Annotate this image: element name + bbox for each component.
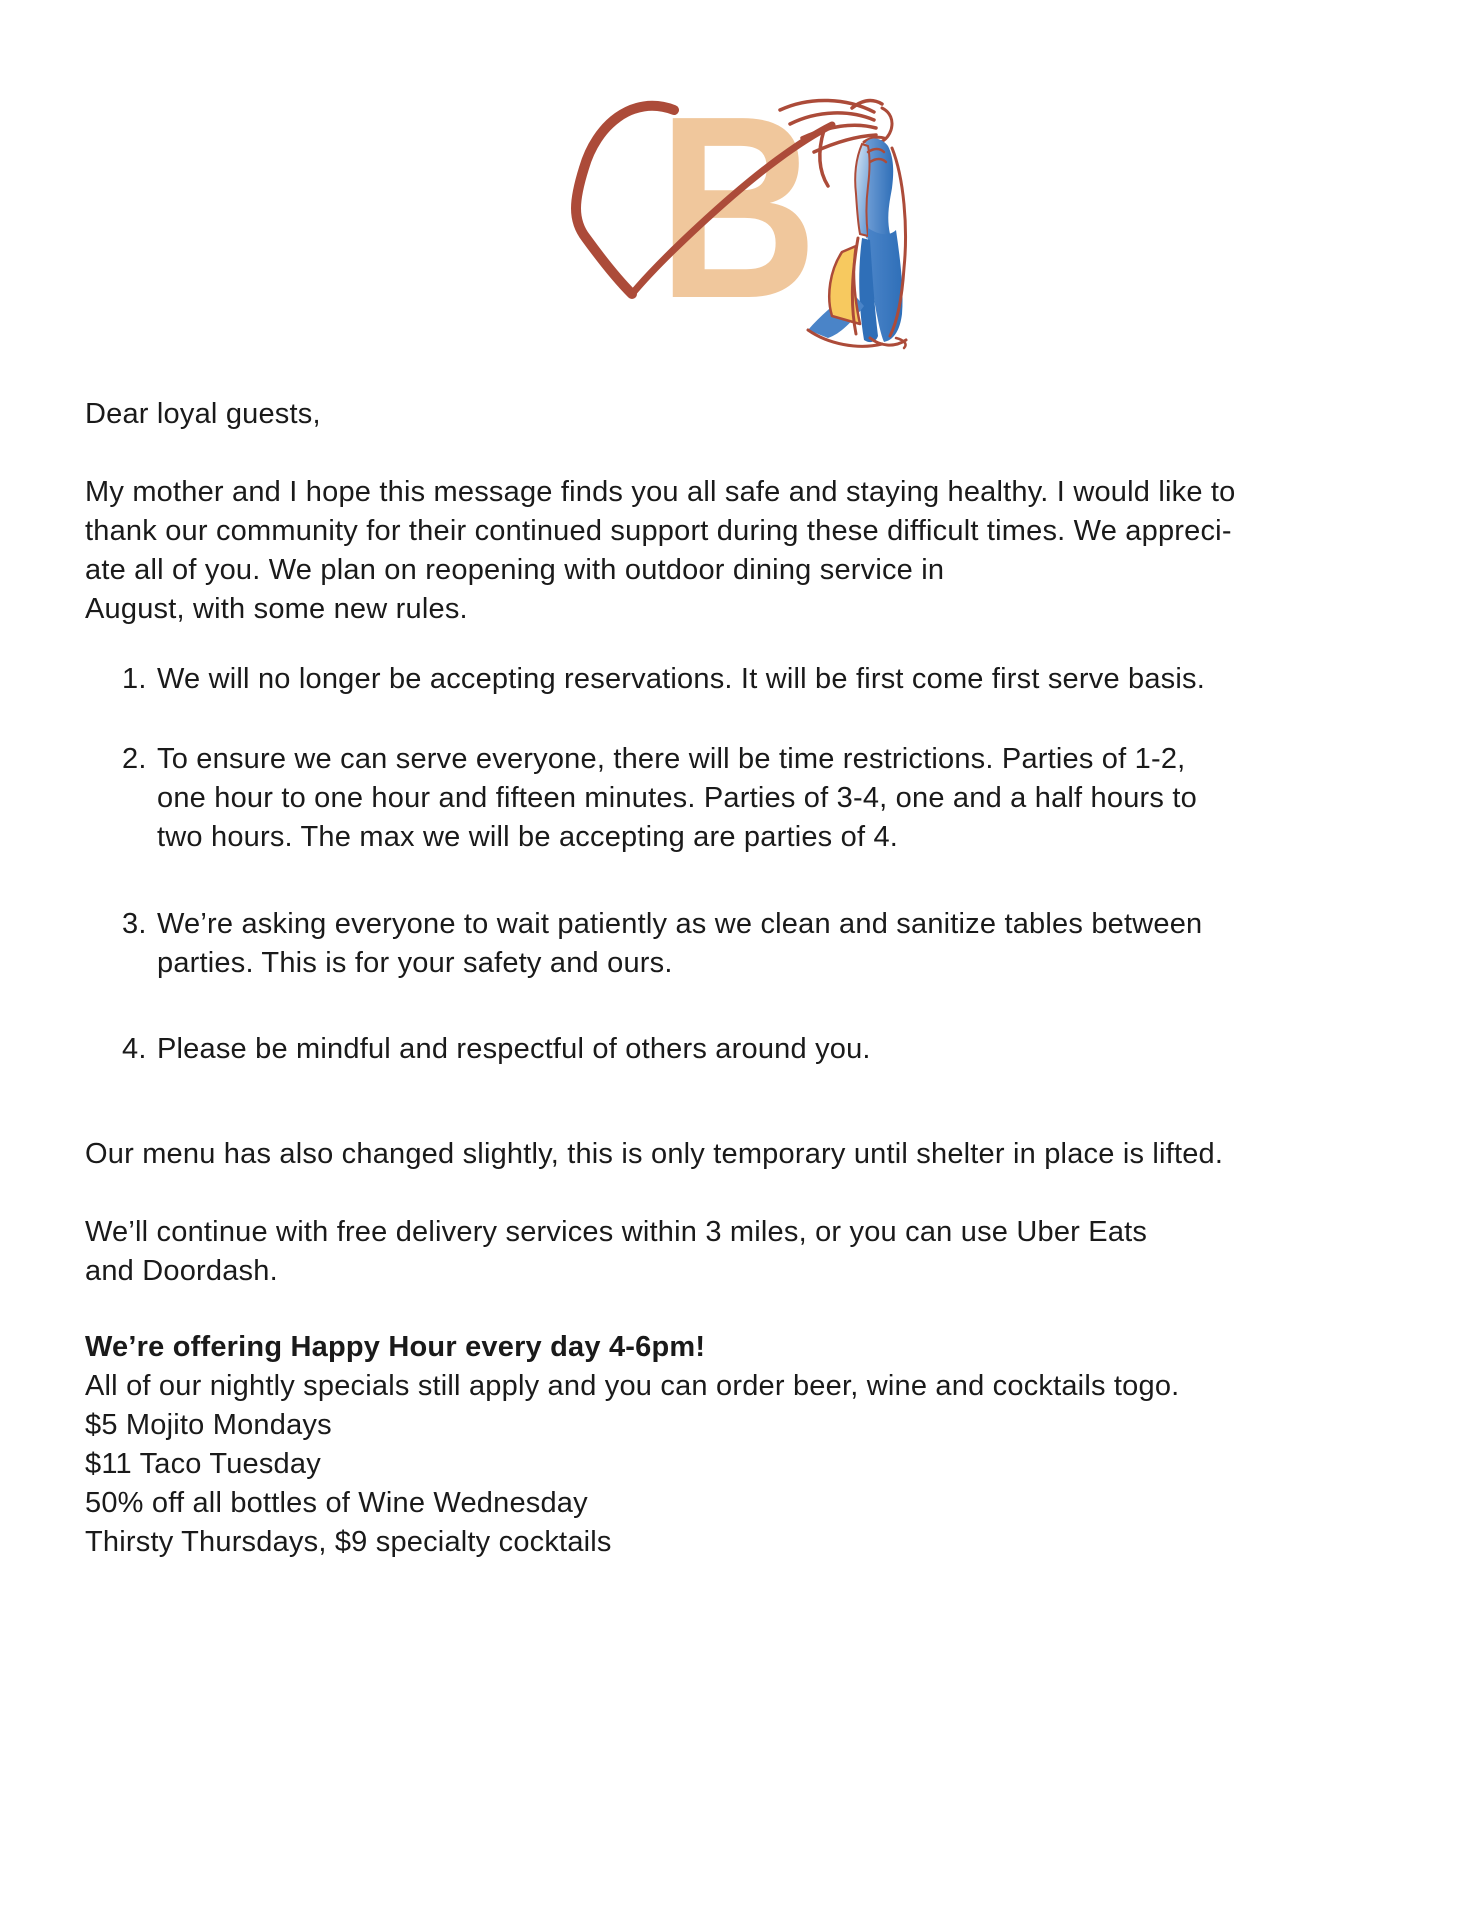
rule-line: We’re asking everyone to wait patiently as we clean and sanitize tables between (157, 908, 1203, 940)
vb-logo-graphic (552, 88, 922, 363)
intro-line: ate all of you. We plan on reopening with outdoor dining service in (85, 554, 945, 586)
menu-note-paragraph (85, 1135, 1392, 1174)
delivery-paragraph (85, 1213, 1392, 1291)
rule-number: 1. (122, 663, 147, 695)
rule-number: 3. (122, 908, 147, 940)
rule-line: To ensure we can serve everyone, there will be time restrictions. Parties of 1-2, (157, 743, 1186, 775)
rule-line: parties. This is for your safety and ours. (157, 947, 673, 979)
happy-hour-section (85, 1328, 1392, 1562)
happy-hour-heading: We’re offering Happy Hour every day 4-6pm! (85, 1331, 706, 1363)
rule-item-4 (85, 1030, 1392, 1069)
rule-number: 2. (122, 743, 147, 775)
restaurant-logo (552, 88, 922, 363)
happy-hour-line: $5 Mojito Mondays (85, 1409, 332, 1441)
menu-note-line: Our menu has also changed slightly, this is only temporary until shelter in place is lifted. (85, 1138, 1224, 1170)
happy-hour-line: All of our nightly specials still apply and you can order beer, wine and cocktails togo. (85, 1370, 1180, 1402)
intro-paragraph (85, 473, 1392, 629)
rule-line: Please be mindful and respectful of others around you. (157, 1033, 871, 1065)
happy-hour-line: Thirsty Thursdays, $9 specialty cocktails (85, 1526, 612, 1558)
rule-line: one hour to one hour and fifteen minutes. Parties of 3-4, one and a half hours to (157, 782, 1197, 814)
rule-line: We will no longer be accepting reservations. It will be first come first serve basis. (157, 663, 1205, 695)
intro-line: thank our community for their continued support during these difficult times. We appreci- (85, 515, 1232, 547)
greeting-line: Dear loyal guests, (85, 398, 321, 430)
happy-hour-line: 50% off all bottles of Wine Wednesday (85, 1487, 588, 1519)
logo-dress-sleeve (855, 144, 869, 236)
rule-line: two hours. The max we will be accepting are parties of 4. (157, 821, 899, 853)
intro-line: My mother and I hope this message finds you all safe and staying healthy. I would like to (85, 476, 1236, 508)
happy-hour-line: $11 Taco Tuesday (85, 1448, 321, 1480)
rule-item-2 (85, 740, 1392, 857)
intro-line: August, with some new rules. (85, 593, 468, 625)
delivery-line: We’ll continue with free delivery services within 3 miles, or you can use Uber Eats (85, 1216, 1148, 1248)
delivery-line: and Doordash. (85, 1255, 278, 1287)
letter-body (85, 395, 1392, 1562)
rule-number: 4. (122, 1033, 147, 1065)
rule-item-3 (85, 905, 1392, 983)
logo-b-letter: B (658, 88, 818, 354)
rule-item-1 (85, 660, 1392, 699)
